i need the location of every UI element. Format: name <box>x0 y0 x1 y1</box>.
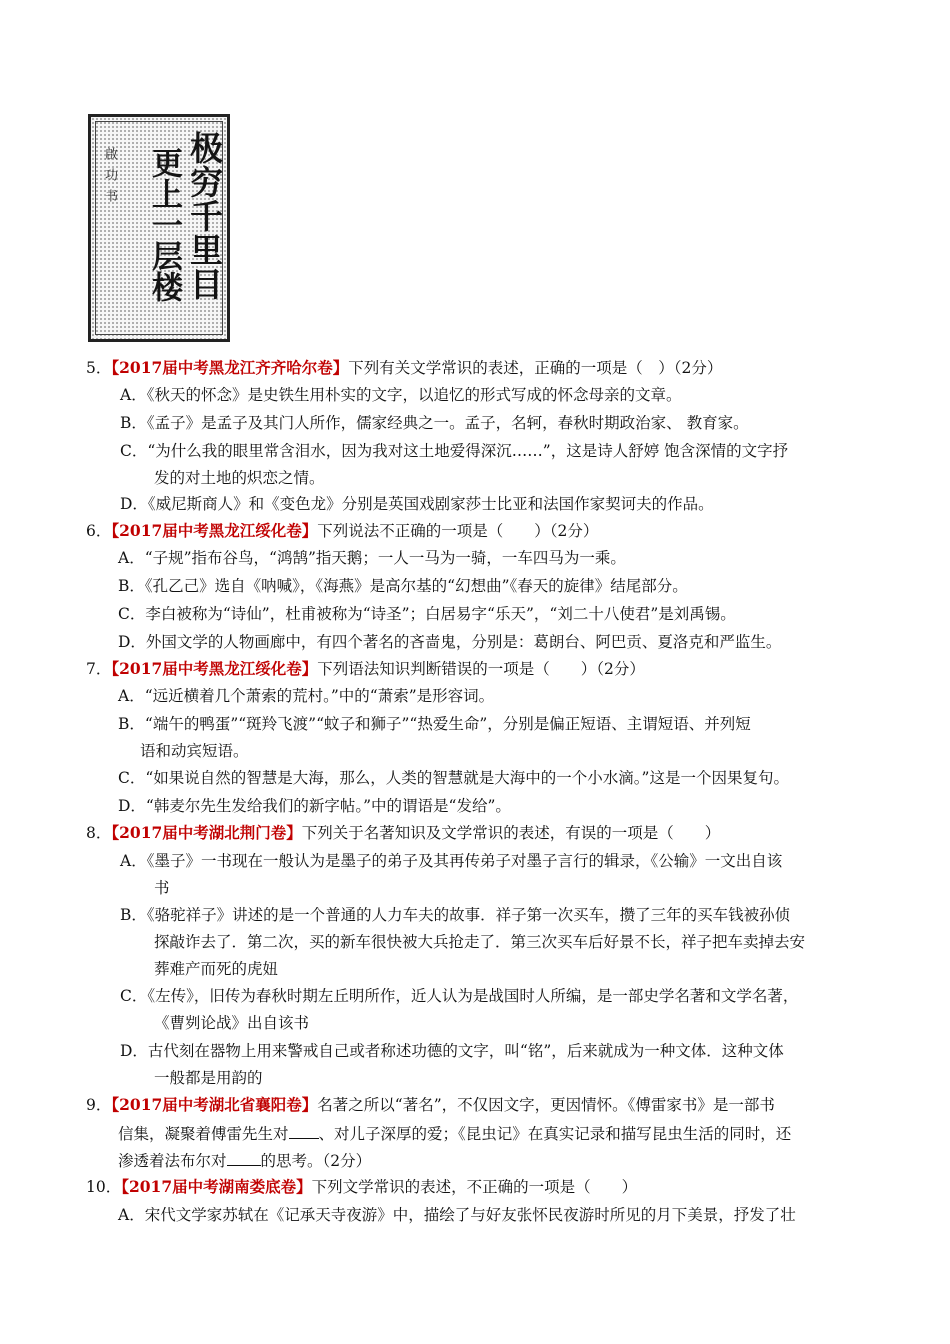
q8-option-c: C．《左传》，旧传为春秋时期左丘明所作，近人认为是战国时人所编，是一部史学名著和文学名著， <box>120 987 799 1005</box>
q6-option-d: D．外国文学的人物画廊中，有四个著名的吝啬鬼，分别是：葛朗台、阿巴贡、夏洛克和严监生。 <box>118 633 782 651</box>
question-source: 【2017届中考黑龙江绥化卷】 <box>111 659 318 678</box>
question-source: 【2017届中考湖北省襄阳卷】 <box>111 1095 318 1114</box>
q10-option-a: A．宋代文学家苏轼在《记承天寺夜游》中，描绘了与好友张怀民夜游时所见的月下美景，抒发了壮 <box>118 1206 796 1224</box>
question-7-stem <box>86 659 645 679</box>
question-number: 5． <box>86 359 112 377</box>
question-5-stem <box>86 358 722 378</box>
question-source: 【2017届中考湖北荆门卷】 <box>111 823 302 842</box>
q8-option-b: B．《骆驼祥子》讲述的是一个普通的人力车夫的故事．祥子第一次买车，攒了三年的买车钱被孙侦 <box>120 906 791 924</box>
q5-option-a: A．《秋天的怀念》是史铁生用朴实的文字，以追忆的形式写成的怀念母亲的文章。 <box>120 386 682 404</box>
q5-option-c-cont: 发的对土地的炽恋之情。 <box>154 469 325 487</box>
q7-option-b-cont: 语和动宾短语。 <box>140 742 249 760</box>
question-text: 下列说法不正确的一项是（ ）（2分） <box>317 522 599 540</box>
q9-blank-2[interactable] <box>227 1149 261 1166</box>
question-number: 8． <box>86 824 112 842</box>
question-number: 10． <box>86 1178 122 1196</box>
question-number: 6． <box>86 522 112 540</box>
q8-option-b-cont2: 葬难产而死的虎妞 <box>154 960 279 978</box>
q7-option-a: A．“远近横着几个萧索的荒村。”中的“萧索”是形容词。 <box>118 687 495 705</box>
question-number: 9． <box>86 1096 112 1114</box>
q9-text: 渗透着法布尔对 <box>118 1152 227 1170</box>
q9-text: 、对儿子深厚的爱；《昆虫记》在真实记录和描写昆虫生活的同时，还 <box>318 1125 792 1143</box>
q8-option-d: D．古代刻在器物上用来警戒自己或者称述功德的文字，叫“铭”，后来就成为一种文体．这种文体 <box>120 1042 784 1060</box>
q8-option-c-cont: 《曹刿论战》出自该书 <box>154 1014 310 1032</box>
question-text: 名著之所以“著名”，不仅因文字，更因情怀。《傅雷家书》是一部书 <box>317 1096 775 1114</box>
q8-option-a-cont: 书 <box>154 879 170 897</box>
q8-option-b-cont1: 探敲诈去了．第二次，买的新车很快被大兵抢走了．第三次买车后好景不长，祥子把车卖掉去安 <box>154 933 806 951</box>
q7-option-d: D．“韩麦尔先生发给我们的新字帖。”中的谓语是“发给”。 <box>118 797 511 815</box>
q8-option-d-cont: 一般都是用韵的 <box>154 1069 263 1087</box>
question-text: 下列语法知识判断错误的一项是（ ）（2分） <box>317 660 645 678</box>
question-source: 【2017届中考湖南娄底卷】 <box>121 1177 312 1196</box>
calligraphy-signature: 啟功书 <box>102 147 117 210</box>
question-8-stem <box>86 823 720 843</box>
q5-option-b: B．《孟子》是孟子及其门人所作，儒家经典之一。孟子，名轲，春秋时期政治家、 教育家。 <box>120 414 749 432</box>
q7-option-b: B．“端午的鸭蛋”“斑羚飞渡”“蚊子和狮子”“热爱生命”，分别是偏正短语、主谓短语、并列短 <box>118 715 751 733</box>
q5-option-d: D．《威尼斯商人》和《变色龙》分别是英国戏剧家莎士比亚和法国作家契诃夫的作品。 <box>120 495 714 513</box>
q6-option-a: A．“子规”指布谷鸟，“鸿鹄”指天鹅；一人一马为一骑，一车四马为一乘。 <box>118 549 626 567</box>
q9-blank-1[interactable] <box>289 1122 319 1139</box>
q9-text: 的思考。（2分） <box>260 1152 372 1170</box>
calligraphy-image <box>88 114 230 342</box>
q9-line-2 <box>118 1122 791 1144</box>
question-text: 下列文学常识的表述，不正确的一项是（ ） <box>311 1178 638 1196</box>
question-6-stem <box>86 521 598 541</box>
question-number: 7． <box>86 660 112 678</box>
calligraphy-column-1: 极穷千里目 <box>185 131 224 301</box>
question-source: 【2017届中考黑龙江齐齐哈尔卷】 <box>111 358 349 377</box>
q5-option-c: C．“为什么我的眼里常含泪水，因为我对这土地爱得深沉……”，这是诗人舒婷 饱含深情的文字抒 <box>120 442 789 460</box>
q7-option-c: C．“如果说自然的智慧是大海，那么，人类的智慧就是大海中的一个小水滴。”这是一个因果复句。 <box>118 769 789 787</box>
calligraphy-column-2: 更上一层楼 <box>146 147 182 302</box>
question-10-stem <box>86 1177 637 1197</box>
q9-line-3 <box>118 1149 371 1171</box>
question-source: 【2017届中考黑龙江绥化卷】 <box>111 521 318 540</box>
q9-text: 信集，凝聚着傅雷先生对 <box>118 1125 289 1143</box>
q6-option-b: B．《孔乙己》选自《呐喊》，《海燕》是高尔基的“幻想曲”《春天的旋律》结尾部分。 <box>118 577 688 595</box>
question-text: 下列关于名著知识及文学常识的表述，有误的一项是（ ） <box>301 824 721 842</box>
q8-option-a: A．《墨子》一书现在一般认为是墨子的弟子及其再传弟子对墨子言行的辑录，《公输》一文出自该 <box>120 852 783 870</box>
question-9-stem <box>86 1095 775 1115</box>
q6-option-c: C．李白被称为“诗仙”，杜甫被称为“诗圣”；白居易字“乐天”，“刘二十八使君”是刘禹锡。 <box>118 605 736 623</box>
question-text: 下列有关文学常识的表述，正确的一项是（ ）（2分） <box>348 359 723 377</box>
